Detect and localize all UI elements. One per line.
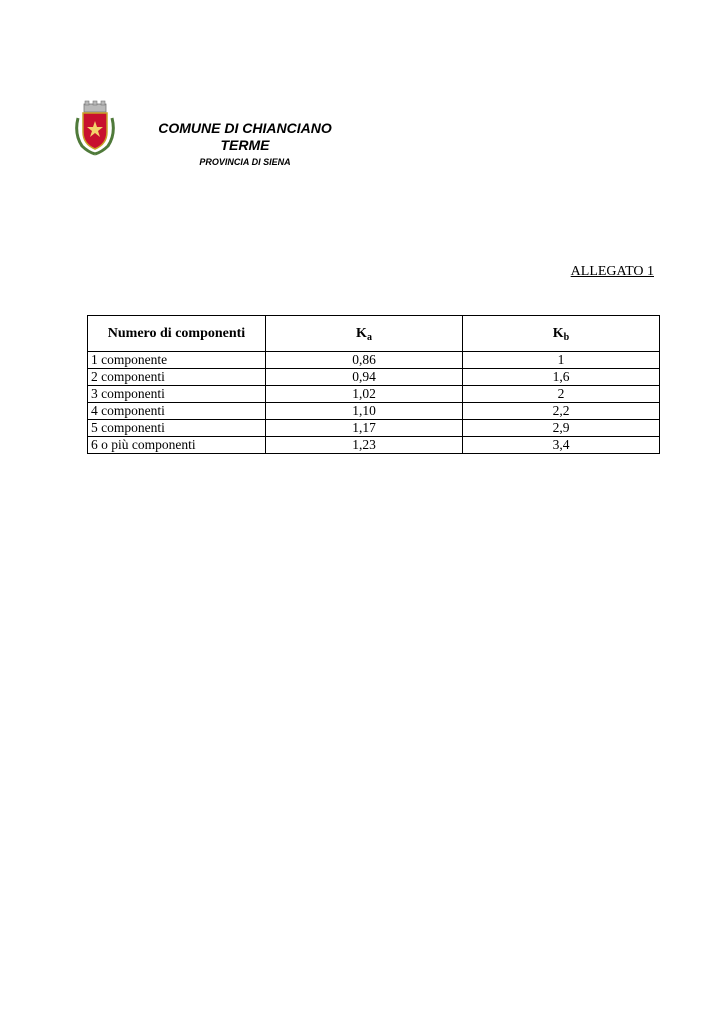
ka-value: 1,17 [266,420,463,437]
municipality-header [140,120,350,168]
coefficients-table [87,315,660,454]
table-row [88,420,660,437]
kb-value: 1 [463,352,660,369]
table-row [88,369,660,386]
attachment-label: ALLEGATO 1 [570,264,654,279]
row-label: 3 componenti [88,386,266,403]
kb-value: 2,9 [463,420,660,437]
row-label: 6 o più componenti [88,437,266,454]
municipality-name-line1: COMUNE DI CHIANCIANO [158,120,332,136]
table-row [88,386,660,403]
kb-value: 3,4 [463,437,660,454]
ka-value: 0,94 [266,369,463,386]
row-label: 1 componente [88,352,266,369]
header-kb: $K_b$ [463,316,660,352]
header-ka: $K_a$ [266,316,463,352]
ka-value: 1,02 [266,386,463,403]
ka-value: 1,10 [266,403,463,420]
province-name: PROVINCIA DI SIENA [199,157,291,167]
municipality-name-line2: TERME [220,137,270,153]
table-row [88,437,660,454]
table-row [88,352,660,369]
municipal-crest [72,100,118,156]
kb-value: 2,2 [463,403,660,420]
kb-value: 2 [463,386,660,403]
row-label: 5 componenti [88,420,266,437]
ka-value: 1,23 [266,437,463,454]
ka-value: 0,86 [266,352,463,369]
row-label: 4 componenti [88,403,266,420]
kb-value: 1,6 [463,369,660,386]
row-label: 2 componenti [88,369,266,386]
table-row [88,403,660,420]
table-header-row [88,316,660,352]
header-members-count: Numero di componenti [88,316,266,352]
